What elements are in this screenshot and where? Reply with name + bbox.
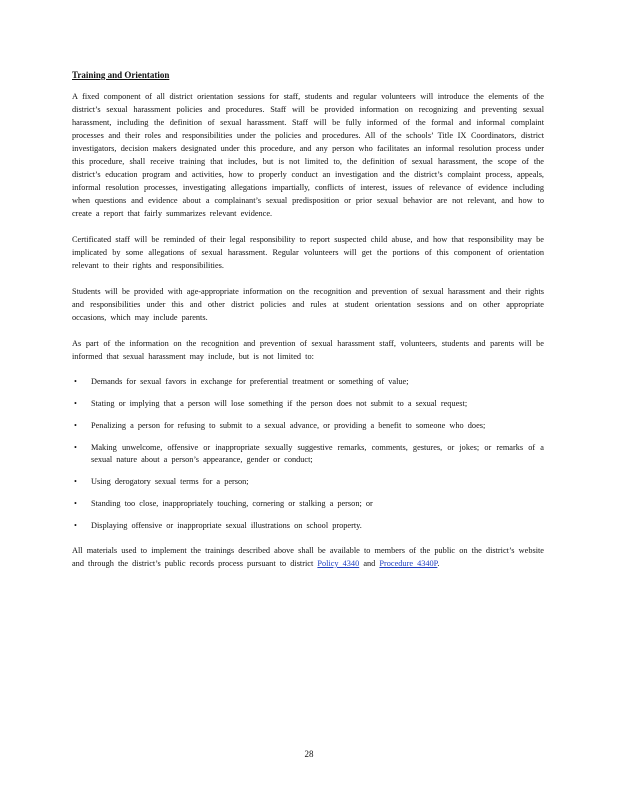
bullet-icon: • xyxy=(74,421,77,430)
paragraph-harassment-intro: As part of the information on the recognition and prevention of sexual harassment staff, volunteers, students and parents will be informed that sexual harassment may include, but is not limited to: xyxy=(72,339,544,361)
bullet-icon: • xyxy=(74,377,77,386)
bullet-icon: • xyxy=(74,399,77,408)
list-item: • Standing too close, inappropriately touching, cornering or stalking a person; or xyxy=(74,499,373,508)
list-item: • Using derogatory sexual terms for a person; xyxy=(74,477,249,486)
list-item: • Making unwelcome, offensive or inappropriate sexually suggestive remarks, comments, gestures, or jokes; or remarks of a sexual nature about a person’s appearance, gender or conduct; xyxy=(74,443,544,464)
bullet-icon: • xyxy=(74,499,77,508)
bullet-icon: • xyxy=(74,521,77,530)
bullet-icon: • xyxy=(74,477,77,486)
procedure-4340p-link[interactable]: Procedure 4340P xyxy=(379,559,438,568)
list-item: • Penalizing a person for refusing to submit to a sexual advance, or providing a benefit to someone who does; xyxy=(74,421,486,430)
paragraph-students: Students will be provided with age-appropriate information on the recognition and prevention of sexual harassment and their rights and responsibilities under this and other district policies and rules at student orientation sessions and on other appropriate occasions, which may include parents. xyxy=(72,287,544,322)
document-page xyxy=(72,70,544,583)
list-item: • Stating or implying that a person will lose something if the person does not submit to a sexual request; xyxy=(74,399,468,408)
bullet-icon: • xyxy=(74,443,77,452)
list-item: • Displaying offensive or inappropriate sexual illustrations on school property. xyxy=(74,521,362,530)
paragraph-certificated-staff: Certificated staff will be reminded of their legal responsibility to report suspected child abuse, and how that responsibility may be implicated by some allegations of sexual harassment. Regular volunteers will get the portions of this component of orientation relevant to their rights and responsibilities. xyxy=(72,235,544,270)
policy-4340-link[interactable]: Policy 4340 xyxy=(317,559,360,568)
paragraph-orientation: A fixed component of all district orientation sessions for staff, students and regular volunteers will introduce the elements of the district’s sexual harassment policies and procedures. Staff will be provided information on recognizing and preventing sexual harassment, including the definition of sexual harassment. Staff will be fully informed of the formal and informal complaint processes and their roles and responsibilities under the policies and procedures. All of the schools’ Title IX Coordinators, district investigators, decision makers designated under this procedure, and any person who facilitates an informal resolution process under this procedure, shall receive training that includes, but is not limited to, the definition of sexual harassment, the scope of the district’s education program and activities, how to properly conduct an investigation and the district’s complaint process, appeals, informal resolution processes, investigating allegations impartially, conflicts of interest, issues of relevance of evidence including when questions and evidence about a complainant’s sexual predisposition or prior sexual behavior are not relevant, and how to create a report that fairly summarizes relevant evidence. xyxy=(72,92,544,218)
section-heading: Training and Orientation xyxy=(72,70,170,80)
page-number: 28 xyxy=(304,749,314,759)
harassment-examples-list xyxy=(72,376,544,532)
paragraph-materials: All materials used to implement the trainings described above shall be available to members of the public on the district’s website and through the district’s public records process pursuant to district Policy 4340 and Procedure 4340P. xyxy=(72,546,544,568)
list-item: • Demands for sexual favors in exchange for preferential treatment or something of value; xyxy=(74,377,409,386)
